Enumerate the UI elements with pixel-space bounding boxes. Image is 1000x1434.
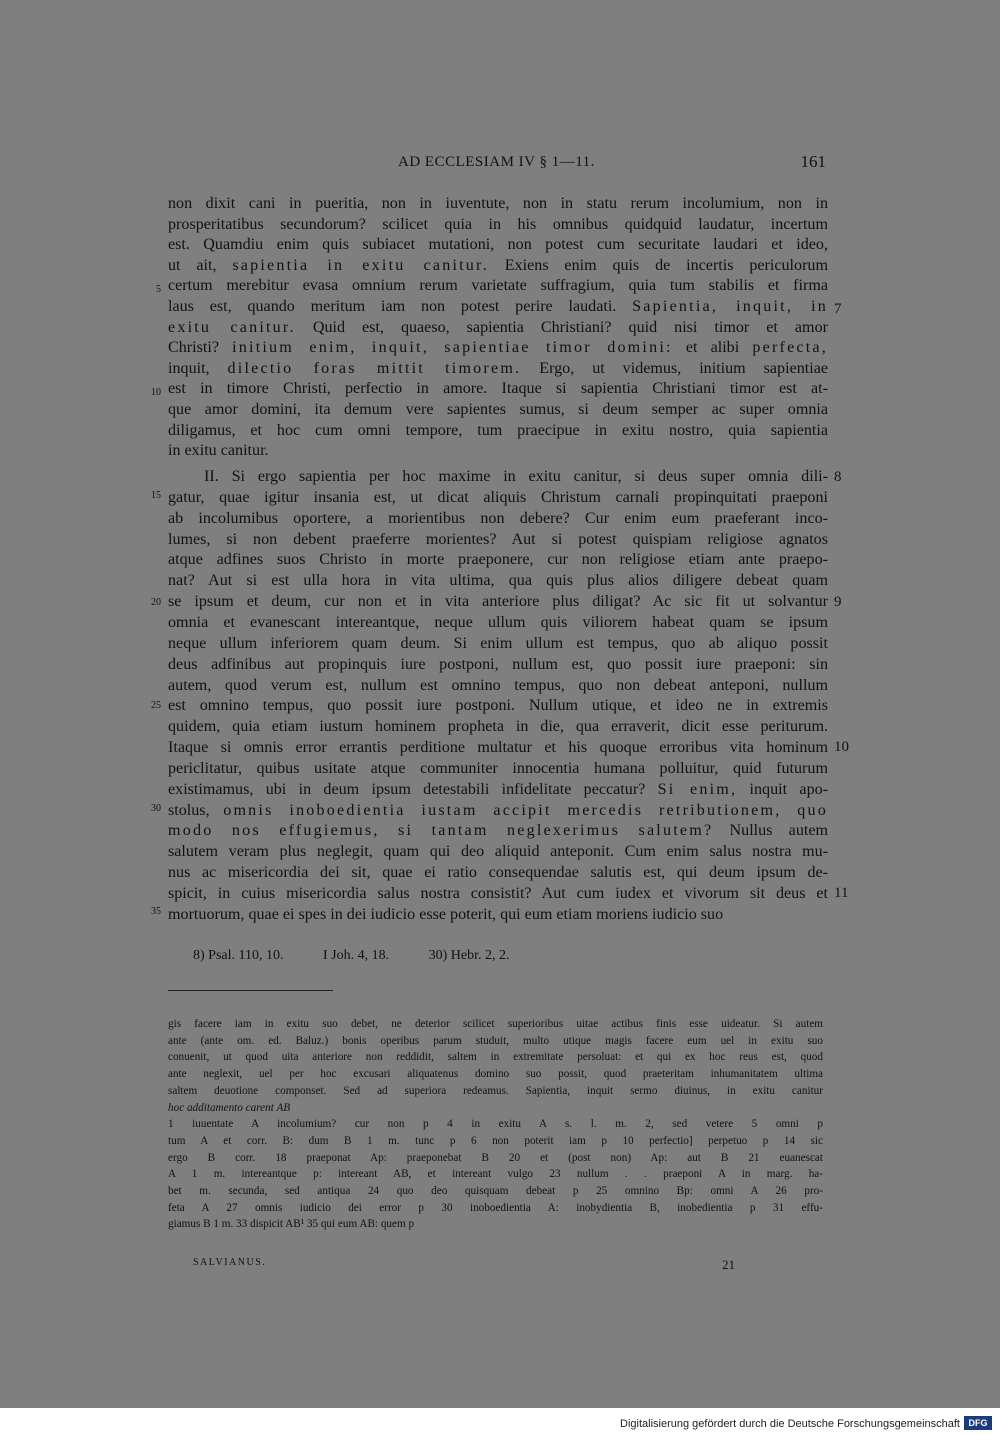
footnote-line: ergo B corr. 18 praeponat Ap: praeponebat B 20 et (post non) Ap: aut B 21 euanescat [168, 1151, 823, 1164]
text-line [168, 530, 828, 551]
text-segment: in exitu canitur. [168, 442, 269, 460]
reference: 30) Hebr. 2, 2. [428, 948, 510, 963]
text-line [168, 297, 828, 318]
text-line [168, 488, 828, 509]
spaced-quote: exitu canitur. [168, 318, 296, 336]
text-segment: que amor domini, ita demum vere sapientes sumus, si deum semper ac super omnia [168, 401, 828, 418]
text-line [168, 359, 828, 380]
funding-note: Digitalisierung gefördert durch die Deutsche Forschungsgemeinschaft [620, 1418, 960, 1430]
text-line [168, 905, 828, 926]
text-segment: periclitatur, quibus usitate atque communiter innocentia humana polluitur, quid futurum [168, 759, 828, 777]
footnote-line: ante (ante om. ed. Baluz.) bonis operibus parum studuit, multo utique magis facere eum uel in exitu suo [168, 1034, 823, 1047]
text-segment: atque adfines suos Christo in morte praeponere, cur non religiose etiam ante praepo- [168, 551, 828, 569]
line-number: 5 [156, 284, 161, 295]
text-line [168, 467, 828, 488]
text-segment: certum merebitur evasa omnium rerum varietate suffragium, quia tum stabilis et firma [168, 277, 828, 295]
text-line [168, 400, 828, 421]
margin-number: 9 [834, 594, 842, 610]
text-segment: autem, quod verum est, nullum est omnino tempus, quo non debeat anteponi, nullum [168, 676, 828, 694]
text-segment: nat? Aut si est ulla hora in vita ultima, qua quis plus alios diligere debeat quam [168, 572, 828, 590]
footnote-line: bet m. secunda, sed antiqua 24 quo deo quisquam debeat p 25 omnino Bp: omni A 26 pro- [168, 1185, 823, 1197]
text-segment: et alibi [672, 339, 753, 357]
text-line [168, 550, 828, 571]
text-line [168, 780, 828, 801]
reference: I Joh. 4, 18. [322, 948, 390, 963]
running-title: AD ECCLESIAM IV § 1—11. [398, 154, 595, 170]
text-segment: Nullus autem [713, 822, 828, 840]
text-line [168, 592, 828, 613]
text-line [168, 215, 828, 236]
text-line [168, 759, 828, 780]
spaced-quote: perfecta, [752, 339, 828, 357]
spaced-quote: modo nos effugiemus, si tantam neglexerimus salutem? [168, 822, 714, 840]
margin-number: 11 [834, 885, 849, 901]
text-segment: non dixit cani in pueritia, non in iuventute, non in statu rerum incolumium, non in [168, 195, 828, 212]
margin-number: 8 [834, 469, 842, 485]
footnote-line: gis facere iam in exitu suo debet, ne deterior scilicet superioribus uitae actibus finis esse uideatur. Si autem [168, 1018, 823, 1030]
text-segment: laus est, quando meritum iam non potest perire laudati. [168, 298, 633, 315]
footnote-line: saltem deuotione componset. Sed ad superiora redeamus. Sapientia, inquit sermo diuinus, in exitu canitur [168, 1084, 823, 1097]
text-segment: Christi? [168, 339, 233, 357]
text-line [168, 738, 828, 759]
text-segment: est in timore Christi, perfectio in amore. Itaque si sapientia Christiani timor est at- [168, 380, 828, 398]
spaced-quote: Si enim, [657, 780, 738, 798]
margin-number: 7 [834, 301, 842, 317]
text-line [168, 842, 828, 863]
text-segment: mortuorum, quae ei spes in dei iudicio esse poterit, qui eum etiam moriens iudicio suo [168, 905, 724, 923]
text-line [168, 801, 828, 822]
text-segment: Exiens enim quis de incertis periculorum [488, 256, 829, 274]
line-number: 30 [151, 803, 161, 814]
text-segment: ut ait, [168, 256, 233, 274]
text-segment: Ergo, ut videmus, initium sapientiae [521, 359, 828, 377]
sheet-number: 21 [722, 1257, 735, 1272]
text-line [168, 696, 828, 717]
text-segment: prosperitatibus secundorum? scilicet quia in his omnibus quidquid laudatur, incertum [168, 215, 828, 233]
text-segment: stolus, [168, 801, 224, 819]
spaced-quote: sapientia in exitu canitur. [232, 256, 489, 274]
text-line [168, 571, 828, 592]
text-line [168, 717, 828, 738]
text-line [168, 235, 828, 256]
text-segment: inquit apo- [737, 780, 829, 798]
text-segment: omnia et evanescant intereantque, neque ullum quis viliorem habeat quam se ipsum [168, 613, 828, 631]
text-segment: neque ullum inferiorem quam deum. Si enim ullum est tempus, quo ab aliquo possit [168, 634, 828, 652]
line-number: 20 [151, 597, 161, 608]
footnote-line: feta A 27 omnis iudicio dei error p 30 inoboedientia A: inobydientia B, inobedientia p 31 effu- [168, 1201, 823, 1214]
spaced-quote: initium enim, inquit, sapientiae timor domini: [232, 339, 673, 357]
line-number: 35 [151, 906, 161, 917]
text-segment: ab incolumibus oportere, a morientibus non debere? Cur enim eum praeferant inco- [168, 509, 828, 527]
footnote-line: conuenit, ut quod uita anteriore non reddidit, saltem in extremitate persoluat: et qui ex hoc reus est, quod [168, 1051, 823, 1064]
page-number: 161 [800, 152, 826, 171]
text-segment: nus ac misericordia dei sit, quae ei ratio consequendae salutis est, qui deum ipsum de- [168, 864, 828, 882]
line-number: 10 [151, 387, 161, 398]
footnote-line: hoc additamento carent AB [168, 1101, 291, 1114]
text-segment: deus adfinibus aut propinquis iure postponi, nullum est, quo possit iure praeponi: sin [168, 655, 828, 673]
margin-number: 10 [834, 739, 849, 755]
text-segment: est. Quamdiu enim quis subiacet mutationi, non potest cum securitate laudari et ideo, [168, 236, 828, 254]
text-line [168, 318, 828, 339]
text-line [168, 676, 828, 697]
footnote-rule [168, 990, 333, 991]
text-segment: II. Si ergo sapientia per hoc maxime in exitu canitur, si deus super omnia dili- [204, 468, 828, 485]
text-line [168, 421, 828, 442]
text-line [168, 884, 828, 905]
text-line [168, 509, 828, 530]
text-segment: Quid est, quaeso, sapientia Christiani? quid nisi timor et amor [295, 318, 828, 336]
text-line [168, 379, 828, 400]
spaced-quote: Sapientia, inquit, in [632, 298, 828, 315]
running-header [168, 152, 826, 176]
text-segment: se ipsum et deum, cur non et in vita anteriore plus diligat? Ac sic fit ut solvantur [168, 593, 828, 611]
text-line [168, 276, 828, 297]
text-segment: spicit, in cuius misericordia salus nostra consistit? Aut cum iudex et vivorum sit deus et [168, 885, 828, 902]
text-line [168, 194, 828, 215]
text-segment: Itaque si omnis error errantis perditione multatur et his quoque erroribus vita hominum [168, 739, 828, 757]
footnote-line: 1 iuuentate A incolumium? cur non p 4 in exitu A s. l. m. 2, sed vetere 5 omni p [168, 1118, 823, 1131]
text-line [168, 821, 828, 842]
footnote-line: tum A et corr. B: dum B 1 m. tunc p 6 non poterit iam p 10 perfectio] perpetuo p 14 sic [168, 1134, 823, 1147]
text-line [168, 256, 828, 277]
text-line [168, 441, 828, 462]
text-segment: salutem veram plus neglegit, quam qui deo aliquid anteponit. Cum enim salus nostra mu- [168, 843, 828, 861]
text-segment: inquit, [168, 359, 228, 377]
reference: 8) Psal. 110, 10. [193, 948, 284, 963]
spaced-quote: omnis inoboedientia iustam accipit mercedis retributionem, quo [223, 801, 828, 819]
text-line [168, 634, 828, 655]
scripture-references [193, 948, 546, 964]
text-line [168, 655, 828, 676]
footnote-line: ante neglexit, uel per hoc excusari aliquatenus domino suo possit, quod praeteritam inhumanitatem ultima [168, 1068, 823, 1081]
text-line [168, 338, 828, 359]
footnote-line: giamus B 1 m. 33 dispicit AB¹ 35 qui eum AB: quem p [168, 1218, 415, 1231]
footnote-line: A 1 m. intereantque p: intereant AB, et intereant vulgo 23 nullum . . praeponi A in marg. ha- [168, 1168, 823, 1181]
dfg-logo: DFG [964, 1416, 992, 1430]
text-line [168, 863, 828, 884]
signature-mark: SALVIANUS. [193, 1257, 267, 1268]
text-segment: gatur, quae igitur insania est, ut dicat aliquis Christum carnali propinquitati praeponi [168, 488, 828, 506]
text-segment: diligamus, et hoc cum omni tempore, tum praecipue in exitu nostro, quia sapientia [168, 421, 828, 439]
text-line [168, 613, 828, 634]
text-segment: lumes, si non debent praeferre morientes? Aut si potest quispiam religiose agnatos [168, 530, 828, 548]
line-number: 25 [151, 700, 161, 711]
text-segment: existimamus, ubi in deum ipsum detestabili infidelitate peccatur? [168, 780, 658, 798]
text-segment: quidem, quia etiam iustum hominem propheta in die, qua erraverit, dicit esse periturum. [168, 718, 828, 736]
text-segment: est omnino tempus, quo possit iure postponi. Nullum utique, et ideo ne in extremis [168, 697, 828, 715]
line-number: 15 [151, 490, 161, 501]
spaced-quote: dilectio foras mittit timorem. [227, 359, 522, 377]
